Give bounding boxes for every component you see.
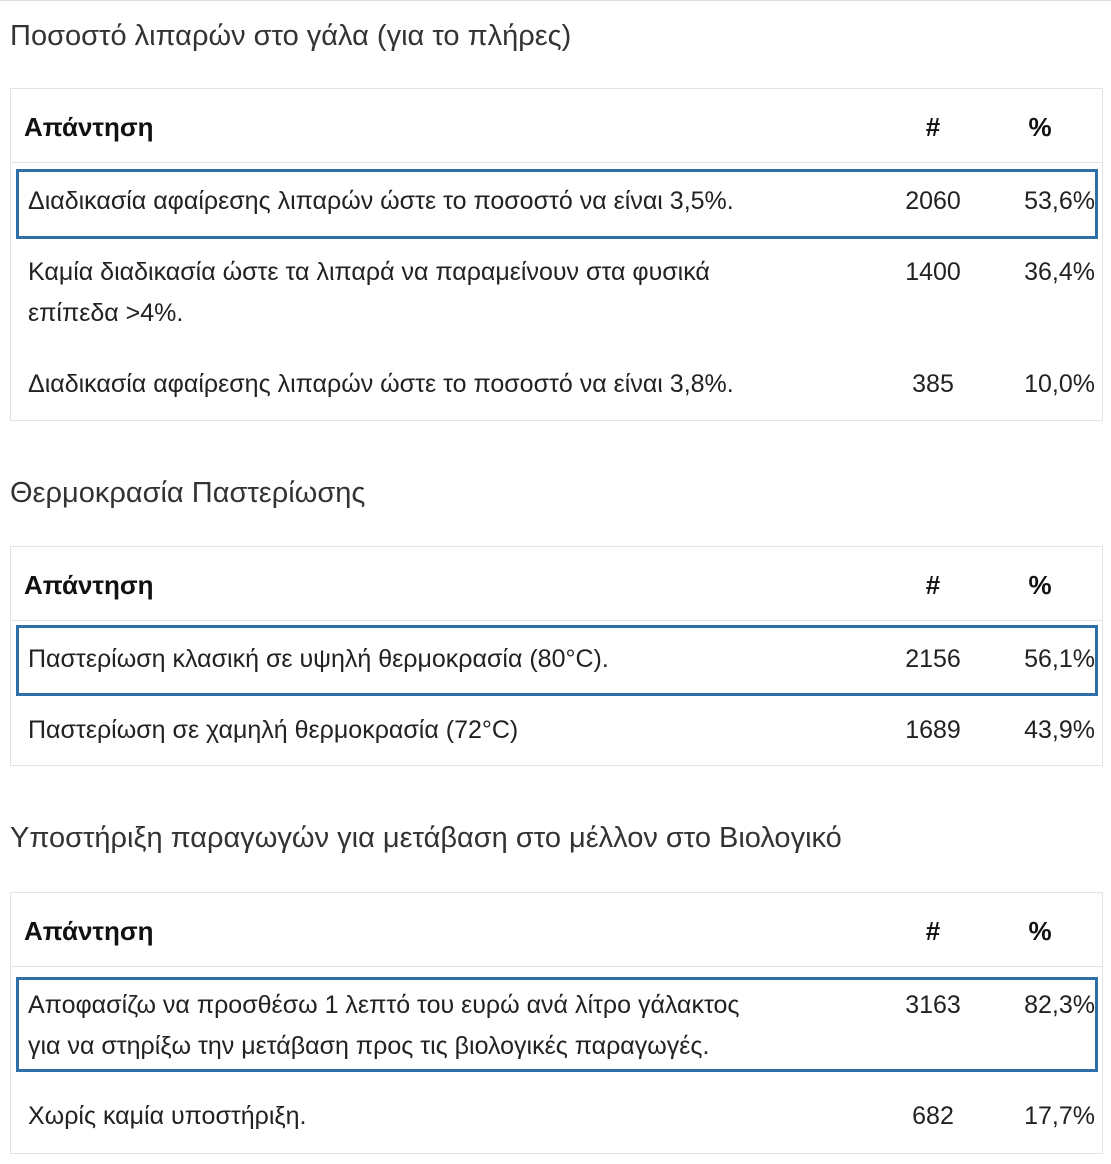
results-table (10, 88, 1103, 421)
row-answer: Διαδικασία αφαίρεσης λιπαρών ώστε το ποσοστό να είναι 3,8%. (28, 370, 734, 398)
header-count: # (925, 570, 941, 600)
row-count: 682 (912, 1102, 954, 1130)
table-header (11, 89, 1102, 163)
table-header (11, 547, 1102, 621)
section-title: Θερμοκρασία Παστερίωσης (10, 477, 366, 509)
row-count: 1400 (905, 258, 961, 286)
row-percent: 43,9% (1024, 716, 1095, 744)
section-title: Ποσοστό λιπαρών στο γάλα (για το πλήρες) (10, 20, 572, 52)
section-title: Υποστήριξη παραγωγών για μετάβαση στο μέλλον στο Βιολογικό (10, 822, 842, 854)
row-percent: 82,3% (1024, 991, 1095, 1019)
row-answer-cont: για να στηρίξω την μετάβαση προς τις βιολογικές παραγωγές. (28, 1032, 710, 1060)
row-percent: 17,7% (1024, 1102, 1095, 1130)
row-count: 385 (912, 370, 954, 398)
row-count: 3163 (905, 991, 961, 1019)
header-answer: Απάντηση (24, 916, 154, 946)
row-percent: 56,1% (1024, 645, 1095, 673)
top-divider (0, 0, 1111, 1)
header-percent: % (1028, 112, 1052, 142)
row-count: 2060 (905, 187, 961, 215)
header-percent: % (1028, 570, 1052, 600)
header-answer: Απάντηση (24, 112, 154, 142)
row-count: 2156 (905, 645, 961, 673)
row-answer: Παστερίωση κλασική σε υψηλή θερμοκρασία (80°C). (28, 645, 609, 673)
row-answer: Διαδικασία αφαίρεσης λιπαρών ώστε το ποσοστό να είναι 3,5%. (28, 187, 734, 215)
row-answer: Χωρίς καμία υποστήριξη. (28, 1102, 307, 1130)
results-table (10, 546, 1103, 766)
table-header (11, 893, 1102, 967)
header-count: # (925, 916, 941, 946)
header-answer: Απάντηση (24, 570, 154, 600)
row-count: 1689 (905, 716, 961, 744)
header-percent: % (1028, 916, 1052, 946)
row-answer: Παστερίωση σε χαμηλή θερμοκρασία (72°C) (28, 716, 519, 744)
results-table (10, 892, 1103, 1154)
header-count: # (925, 112, 941, 142)
row-percent: 53,6% (1024, 187, 1095, 215)
row-answer: Αποφασίζω να προσθέσω 1 λεπτό του ευρώ ανά λίτρο γάλακτος (28, 991, 740, 1019)
row-answer: Καμία διαδικασία ώστε τα λιπαρά να παραμείνουν στα φυσικά (28, 258, 710, 286)
row-percent: 36,4% (1024, 258, 1095, 286)
row-answer-cont: επίπεδα >4%. (28, 299, 184, 327)
row-percent: 10,0% (1024, 370, 1095, 398)
